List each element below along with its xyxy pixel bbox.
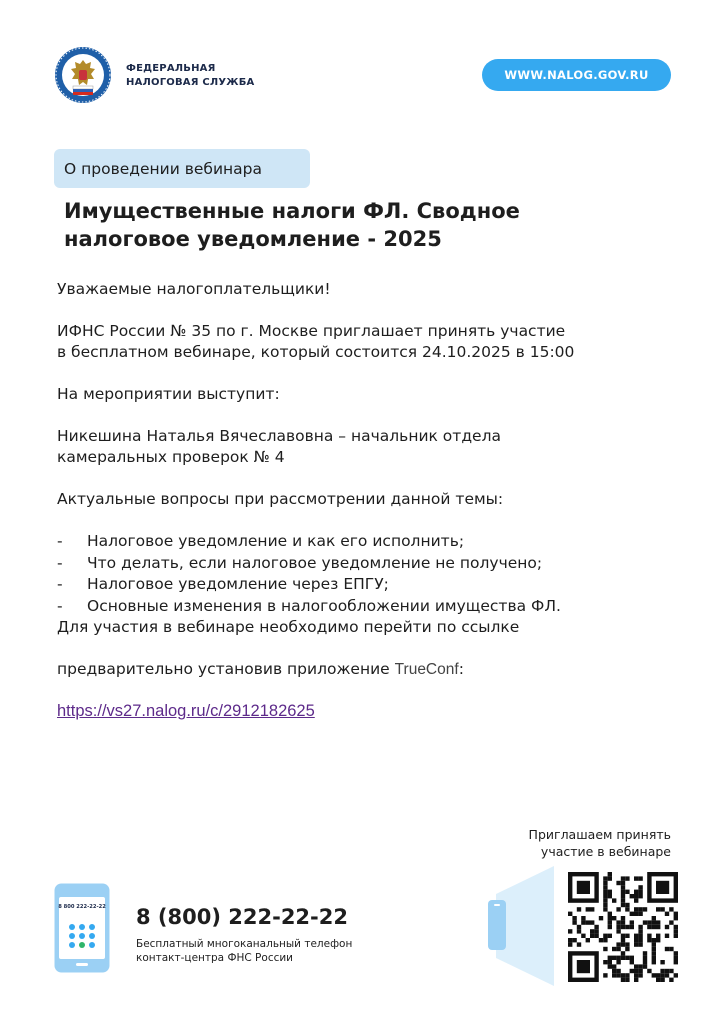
- invite-caption-line1: Приглашаем принять: [528, 827, 671, 842]
- invite-caption-line2: участие в вебинаре: [540, 844, 671, 859]
- topics-list: [57, 531, 677, 617]
- hotline-description: Бесплатный многоканальный телефон контакт-центра ФНС России: [136, 938, 353, 964]
- list-item: - Налоговое уведомление через ЕПГУ;: [57, 575, 389, 593]
- invite-line2: в бесплатном вебинаре, который состоится 24.10.2025 в 15:00: [57, 343, 575, 361]
- org-name: [126, 62, 255, 90]
- speaker-line1: Никешина Наталья Вячеславовна – начальник отдела: [57, 427, 501, 445]
- topics-heading: Актуальные вопросы при рассмотрении данной темы:: [57, 490, 504, 508]
- trueconf-app-name: TrueConf: [394, 661, 459, 678]
- topic-tag: [54, 149, 310, 188]
- list-item: - Налоговое уведомление и как его исполнить;: [57, 532, 465, 550]
- greeting: Уважаемые налогоплательщики!: [57, 280, 331, 298]
- fns-emblem-icon: [54, 46, 112, 104]
- title-line1: Имущественные налоги ФЛ. Сводное: [64, 199, 520, 223]
- phone-screen-text: 8 800 222-22-22: [58, 904, 106, 910]
- qr-code-icon[interactable]: [486, 866, 686, 986]
- page-title: [64, 197, 624, 253]
- invite-caption: [529, 826, 671, 860]
- hotline-number[interactable]: 8 (800) 222-22-22: [136, 905, 348, 929]
- body-text: [57, 279, 677, 722]
- install-text: предварительно установив приложение TrueConf:: [57, 660, 464, 678]
- speaker-heading: На мероприятии выступит:: [57, 385, 280, 403]
- invite-line1: ИФНС России № 35 по г. Москве приглашает принять участие: [57, 322, 566, 340]
- org-name-line1: ФЕДЕРАЛЬНАЯ: [126, 63, 216, 74]
- org-name-line2: НАЛОГОВАЯ СЛУЖБА: [126, 77, 255, 88]
- participate-text: Для участия в вебинаре необходимо перейти по ссылке: [57, 618, 520, 636]
- title-line2: налоговое уведомление - 2025: [64, 227, 442, 251]
- speaker-line2: камеральных проверок № 4: [57, 448, 285, 466]
- phone-icon: [54, 883, 110, 973]
- topic-tag-label: О проведении вебинара: [64, 159, 262, 178]
- list-item: - Что делать, если налоговое уведомление не получено;: [57, 553, 543, 572]
- webinar-link[interactable]: https://vs27.nalog.ru/c/2912182625: [57, 702, 315, 720]
- list-item: - Основные изменения в налогообложении имущества ФЛ.: [57, 596, 561, 615]
- site-link-button[interactable]: WWW.NALOG.GOV.RU: [482, 59, 671, 91]
